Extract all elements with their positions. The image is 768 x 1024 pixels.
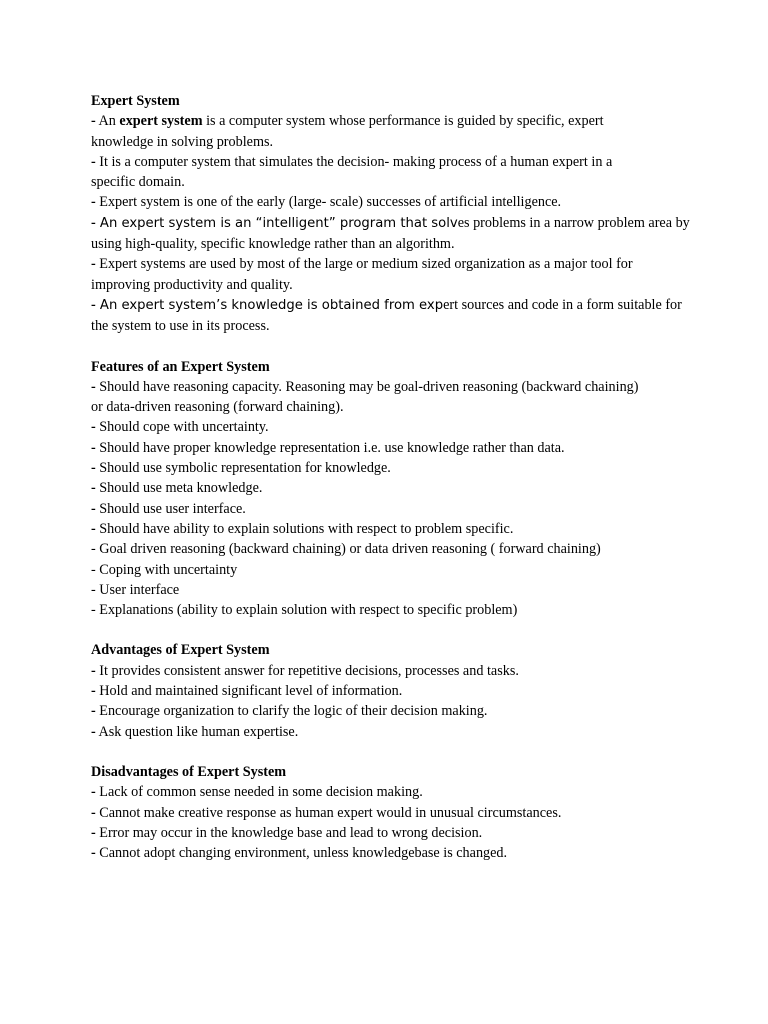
text-segment: using high-quality, specific knowledge rather than an algorithm. [91, 236, 455, 253]
bullet-dash: - [91, 500, 96, 517]
text-line [91, 397, 678, 417]
text-segment: Expert system is one of the early (large- scale) successes of artificial intelligence. [95, 194, 562, 211]
text-segment: Should use symbolic representation for knowledge. [95, 460, 391, 477]
bullet-dash: - [91, 113, 96, 130]
bullet-dash: - [91, 378, 96, 395]
bullet-dash: - [91, 296, 96, 313]
section-heading: Advantages of Expert System [91, 642, 270, 659]
text-segment: An [95, 113, 120, 130]
document-body [91, 91, 690, 863]
bullet-dash: - [91, 256, 96, 273]
bullet-dash: - [91, 581, 96, 598]
text-line [91, 803, 678, 823]
text-segment: Ask question like human expertise. [95, 723, 299, 740]
text-line [91, 295, 682, 316]
text-line [91, 234, 678, 254]
bullet-dash: - [91, 662, 96, 679]
bullet-dash: - [91, 520, 96, 537]
text-line [91, 580, 678, 600]
text-line [91, 722, 678, 742]
emphasized-term: expert system [119, 113, 203, 130]
bullet-dash: - [91, 194, 96, 211]
bullet-dash: - [91, 439, 96, 456]
text-segment: Should use user interface. [95, 500, 246, 517]
section-heading: Disadvantages of Expert System [91, 763, 287, 780]
text-line [91, 782, 678, 802]
text-line [91, 458, 678, 478]
text-line [91, 316, 678, 336]
bullet-dash: - [91, 561, 96, 578]
document-section [91, 357, 678, 621]
text-segment: es problems in a narrow problem area by [457, 214, 690, 231]
text-segment: Error may occur in the knowledge base and lead to wrong decision. [95, 824, 483, 841]
text-line [91, 172, 678, 192]
text-line [91, 478, 678, 498]
text-segment: Should have ability to explain solutions with respect to problem specific. [95, 520, 514, 537]
document-section [91, 640, 678, 741]
document-section [91, 762, 678, 863]
text-segment: Cannot make creative response as human expert would in unusual circumstances. [95, 804, 562, 821]
text-segment: Cannot adopt changing environment, unless knowledgebase is changed. [95, 845, 508, 862]
section-heading: Features of an Expert System [91, 358, 270, 375]
text-segment: specific domain. [91, 174, 185, 191]
text-line [91, 377, 678, 397]
text-line [91, 519, 678, 539]
bullet-dash: - [91, 480, 96, 497]
text-line [91, 254, 678, 274]
text-segment: Goal driven reasoning (backward chaining) or data driven reasoning ( forward chaining) [95, 541, 601, 558]
text-segment: An expert system is an “intelligent” program that solv [95, 215, 458, 231]
section-heading: Expert System [91, 93, 180, 109]
bullet-dash: - [91, 602, 96, 619]
text-segment: It provides consistent answer for repetitive decisions, processes and tasks. [95, 662, 519, 679]
text-segment: Hold and maintained significant level of information. [95, 683, 403, 700]
text-segment: or data-driven reasoning (forward chaining). [91, 399, 344, 416]
text-line [91, 539, 678, 559]
bullet-dash: - [91, 683, 96, 700]
text-line [91, 681, 678, 701]
bullet-dash: - [91, 419, 96, 436]
text-line [91, 600, 678, 620]
text-segment: knowledge in solving problems. [91, 133, 274, 150]
text-segment: It is a computer system that simulates the decision- making process of a human expert in a [95, 153, 613, 170]
text-segment: User interface [95, 581, 180, 598]
text-line [91, 438, 678, 458]
text-line [91, 560, 678, 580]
text-segment: Encourage organization to clarify the logic of their decision making. [95, 703, 488, 720]
text-line [91, 661, 678, 681]
text-line [91, 152, 678, 172]
text-line [91, 132, 678, 152]
bullet-dash: - [91, 541, 96, 558]
text-line [91, 417, 678, 437]
text-segment: improving productivity and quality. [91, 276, 293, 293]
text-line [91, 499, 678, 519]
text-line [91, 843, 678, 863]
text-line [91, 275, 678, 295]
text-segment: ert sources and code in a form suitable for [443, 296, 682, 313]
bullet-dash: - [91, 723, 96, 740]
bullet-dash: - [91, 703, 96, 720]
bullet-dash: - [91, 460, 96, 477]
text-line [91, 213, 690, 234]
text-line [91, 701, 678, 721]
text-segment: Explanations (ability to explain solution with respect to specific problem) [95, 602, 518, 619]
bullet-dash: - [91, 824, 96, 841]
text-segment: Should have reasoning capacity. Reasoning may be goal-driven reasoning (backward chaining) [95, 378, 639, 395]
text-segment: the system to use in its process. [91, 318, 270, 335]
text-segment: Should use meta knowledge. [95, 480, 263, 497]
text-segment: Coping with uncertainty [95, 561, 238, 578]
text-segment: Should have proper knowledge representation i.e. use knowledge rather than data. [95, 439, 565, 456]
text-segment: Expert systems are used by most of the large or medium sized organization as a major tool for [95, 256, 633, 273]
text-line [91, 192, 678, 212]
bullet-dash: - [91, 845, 96, 862]
text-segment: Should cope with uncertainty. [95, 419, 269, 436]
text-segment: Lack of common sense needed in some decision making. [95, 784, 423, 801]
bullet-dash: - [91, 214, 96, 231]
bullet-dash: - [91, 784, 96, 801]
text-line [91, 823, 678, 843]
document-section [91, 91, 690, 337]
bullet-dash: - [91, 804, 96, 821]
text-segment: An expert system’s knowledge is obtained from exp [95, 297, 444, 313]
text-segment: is a computer system whose performance is guided by specific, expert [202, 113, 604, 130]
bullet-dash: - [91, 153, 96, 170]
text-line [91, 111, 678, 131]
